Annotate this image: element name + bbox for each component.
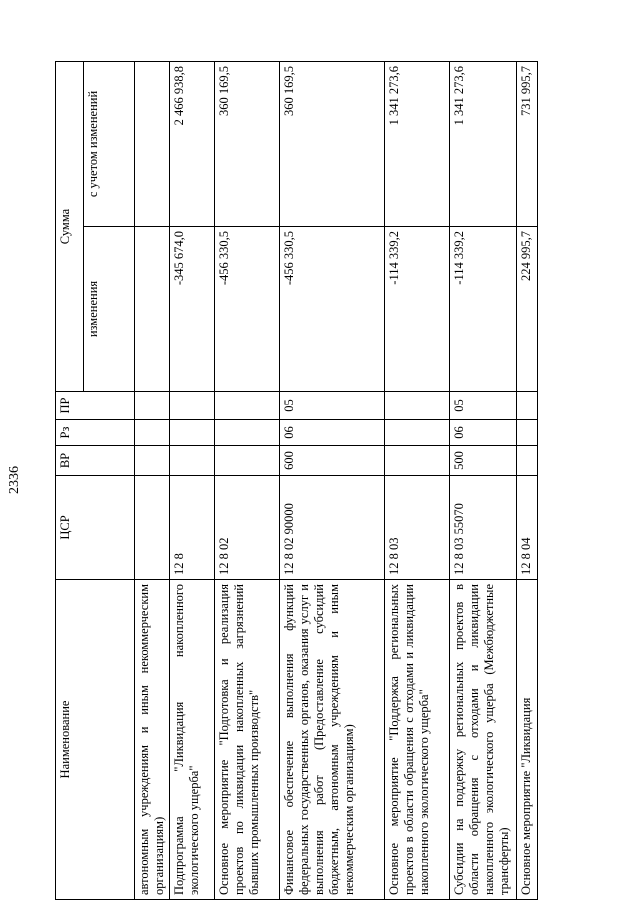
row-name: Финансовое обеспечение выполнения функций федеральных государственных органов, оказания услуг и выполнения работ (Предоставление субсидий бюджетным, автономным учреждениям и иным некоммерческим организациям) xyxy=(280,580,385,900)
row-changes: 224 995,7 xyxy=(517,227,538,392)
row-rz xyxy=(517,420,538,446)
header-vr: ВР xyxy=(56,446,135,476)
row-pr xyxy=(170,392,215,420)
row-total xyxy=(135,62,170,227)
row-pr: 05 xyxy=(280,392,385,420)
row-changes: -114 339,2 xyxy=(450,227,517,392)
row-csr: 12 8 02 xyxy=(215,476,280,580)
row-csr: 12 8 xyxy=(170,476,215,580)
row-rz xyxy=(215,420,280,446)
row-csr xyxy=(135,476,170,580)
table-row xyxy=(135,62,170,900)
row-name: Основное мероприятие "Ликвидация xyxy=(517,580,538,900)
page-number: 2336 xyxy=(7,466,22,494)
header-csr: ЦСР xyxy=(56,476,135,580)
row-changes: -345 674,0 xyxy=(170,227,215,392)
row-pr: 05 xyxy=(450,392,517,420)
row-pr xyxy=(385,392,450,420)
rotated-page xyxy=(7,62,615,900)
row-total: 1 341 273,6 xyxy=(450,62,517,227)
row-vr xyxy=(215,446,280,476)
header-sum: Сумма xyxy=(56,62,84,392)
row-changes xyxy=(135,227,170,392)
row-total: 360 169,5 xyxy=(215,62,280,227)
table-row xyxy=(170,62,215,900)
row-total: 731 995,7 xyxy=(517,62,538,227)
row-rz xyxy=(385,420,450,446)
table-row xyxy=(280,62,385,900)
page-content xyxy=(7,62,615,900)
row-csr: 12 8 03 xyxy=(385,476,450,580)
row-vr xyxy=(517,446,538,476)
row-changes: -114 339,2 xyxy=(385,227,450,392)
row-vr xyxy=(135,446,170,476)
row-pr xyxy=(215,392,280,420)
row-total: 1 341 273,6 xyxy=(385,62,450,227)
row-rz xyxy=(135,420,170,446)
row-changes: -456 330,5 xyxy=(280,227,385,392)
header-changes: изменения xyxy=(84,227,135,392)
row-vr xyxy=(170,446,215,476)
budget-table xyxy=(55,61,538,900)
row-vr: 600 xyxy=(280,446,385,476)
row-rz: 06 xyxy=(280,420,385,446)
row-vr xyxy=(385,446,450,476)
row-total: 360 169,5 xyxy=(280,62,385,227)
row-csr: 12 8 04 xyxy=(517,476,538,580)
row-csr: 12 8 02 90000 xyxy=(280,476,385,580)
row-name: автономным учреждениям и иным некоммерческим организациям) xyxy=(135,580,170,900)
table-row xyxy=(215,62,280,900)
row-rz xyxy=(170,420,215,446)
row-name: Субсидии на поддержку региональных проектов в области обращения с отходами и ликвидации накопленного экологического ущерба (Межбюджетные трансферты) xyxy=(450,580,517,900)
table-row xyxy=(517,62,538,900)
row-name: Подпрограмма "Ликвидация накопленного экологического ущерба" xyxy=(170,580,215,900)
table-row xyxy=(385,62,450,900)
row-pr xyxy=(517,392,538,420)
row-changes: -456 330,5 xyxy=(215,227,280,392)
row-pr xyxy=(135,392,170,420)
row-vr: 500 xyxy=(450,446,517,476)
row-name: Основное мероприятие "Поддержка региональных проектов в области обращения с отходами и ликвидации накопленного экологического ущерба" xyxy=(385,580,450,900)
table-row xyxy=(450,62,517,900)
header-rz: Рз xyxy=(56,420,135,446)
row-name: Основное мероприятие "Подготовка и реализация проектов по ликвидации накопленных загрязнений бывших промышленных производств" xyxy=(215,580,280,900)
row-csr: 12 8 03 55070 xyxy=(450,476,517,580)
row-total: 2 466 938,8 xyxy=(170,62,215,227)
row-rz: 06 xyxy=(450,420,517,446)
header-pr: ПР xyxy=(56,392,135,420)
header-with-changes: с учетом изменений xyxy=(84,62,135,227)
header-name: Наименование xyxy=(56,580,135,900)
